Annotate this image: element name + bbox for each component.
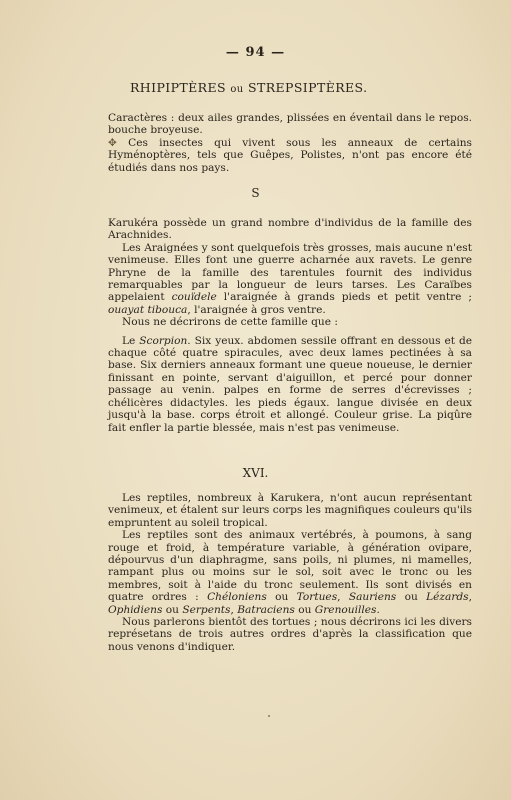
- paragraph: Nous parlerons bientôt des tortues ; nous décrirons ici les divers représetans de trois autres ordres d'après la classification que nous venons d'indiquer.: [108, 616, 472, 653]
- text: .: [376, 603, 380, 616]
- title-part-1: RHIPIPTÈRES: [130, 80, 226, 95]
- title-part-2: STREPSIPTÈRES.: [248, 80, 368, 95]
- text: ou: [266, 591, 297, 604]
- bookmark-mark: ✥: [108, 136, 117, 149]
- section-heading-xvi: XVI.: [242, 466, 269, 480]
- paragraph: [108, 242, 472, 316]
- page-number: — 94 —: [225, 45, 286, 60]
- section-heading-s: S: [251, 186, 260, 200]
- italic-text: Chéloniens: [207, 591, 267, 604]
- text: ,: [337, 591, 349, 604]
- text: ,: [468, 591, 472, 604]
- ink-speck: [268, 715, 270, 717]
- paragraph: Nous ne décrirons de cette famille que :: [122, 316, 338, 329]
- italic-text: couïdele: [171, 291, 217, 304]
- text: ,: [230, 603, 238, 616]
- italic-text: ouayat tibouca: [108, 303, 188, 316]
- text: , l'araignée à gros ventre.: [187, 303, 326, 316]
- section3-body: [108, 492, 472, 653]
- section1-body: [108, 112, 472, 174]
- paragraph: [108, 529, 472, 616]
- italic-text: Ophidiens: [108, 603, 163, 616]
- italic-text: Tortues: [296, 591, 338, 604]
- paragraph: [108, 335, 472, 434]
- paragraph-text: Ces insectes qui vivent sous les anneaux de certains Hyménoptères, tels que Guêpes, Polistes, n'ont pas encore été étudiés dans nos pays.: [108, 136, 472, 174]
- text: ou: [294, 603, 315, 616]
- text: Le: [122, 334, 140, 347]
- italic-text: Scorpion: [139, 334, 188, 347]
- text: . Six yeux. abdomen sessile offrant en dessous et de chaque côté quatre spiracules, avec deux lames pectinées à sa base. Six derniers anneaux formant une queue noueuse, le dernier finissant en pointe, servant d'aiguillon, et percé pour donner passage au venin. palpes en forme de serres d'écrevisses ; chélicères didactyles. les pieds égaux. langue divisée en deux jusqu'à la base. corps étroit et allongé. Couleur grise. La piqûre fait enfler la partie blessée, mais n'est pas venimeuse.: [108, 334, 473, 434]
- text: ou: [396, 591, 427, 604]
- italic-text: Batraciens: [237, 603, 295, 616]
- section-title: [130, 80, 430, 95]
- italic-text: Serpents: [182, 603, 231, 616]
- text: ou: [162, 603, 183, 616]
- paragraph: [108, 137, 472, 174]
- paragraph: Karukéra possède un grand nombre d'individus de la famille des Arachnides.: [108, 217, 472, 242]
- paragraph: Les reptiles, nombreux à Karukera, n'ont aucun représentant venimeux, et étalent sur leurs corps les magnifiques couleurs qu'ils empruntent au soleil tropical.: [108, 492, 472, 529]
- section2-body: [108, 217, 472, 434]
- text: Les Araignées y sont quelquefois très grosses, mais aucune n'est venimeuse. Elles font une guerre acharnée aux ravets. Le genre Phryne de la famille des tarentules fournit des individus remarquables par la longueur de leurs tarses. Les Caraïbes appelaient: [108, 241, 472, 304]
- text: l'araignée à grands pieds et petit ventre ;: [216, 291, 472, 304]
- italic-text: Grenouilles: [314, 603, 377, 616]
- title-conjunction: ou: [230, 84, 244, 95]
- text: Les reptiles sont des animaux vertébrés, à poumons, à sang rouge et froid, à température variable, à génération ovipare, dépourvus d'un diaphragme, sans poils, ni plumes, ni mamelles, rampant plus ou moins sur le sol, soit avec le tronc ou les membres, soit à l'aide du tronc seulement. Ils sont divisés en quatre ordres :: [108, 529, 472, 604]
- italic-text: Lézards: [426, 591, 469, 604]
- italic-text: Sauriens: [348, 591, 397, 604]
- paragraph: Caractères : deux ailes grandes, plissées en éventail dans le repos. bouche broyeuse.: [108, 112, 472, 137]
